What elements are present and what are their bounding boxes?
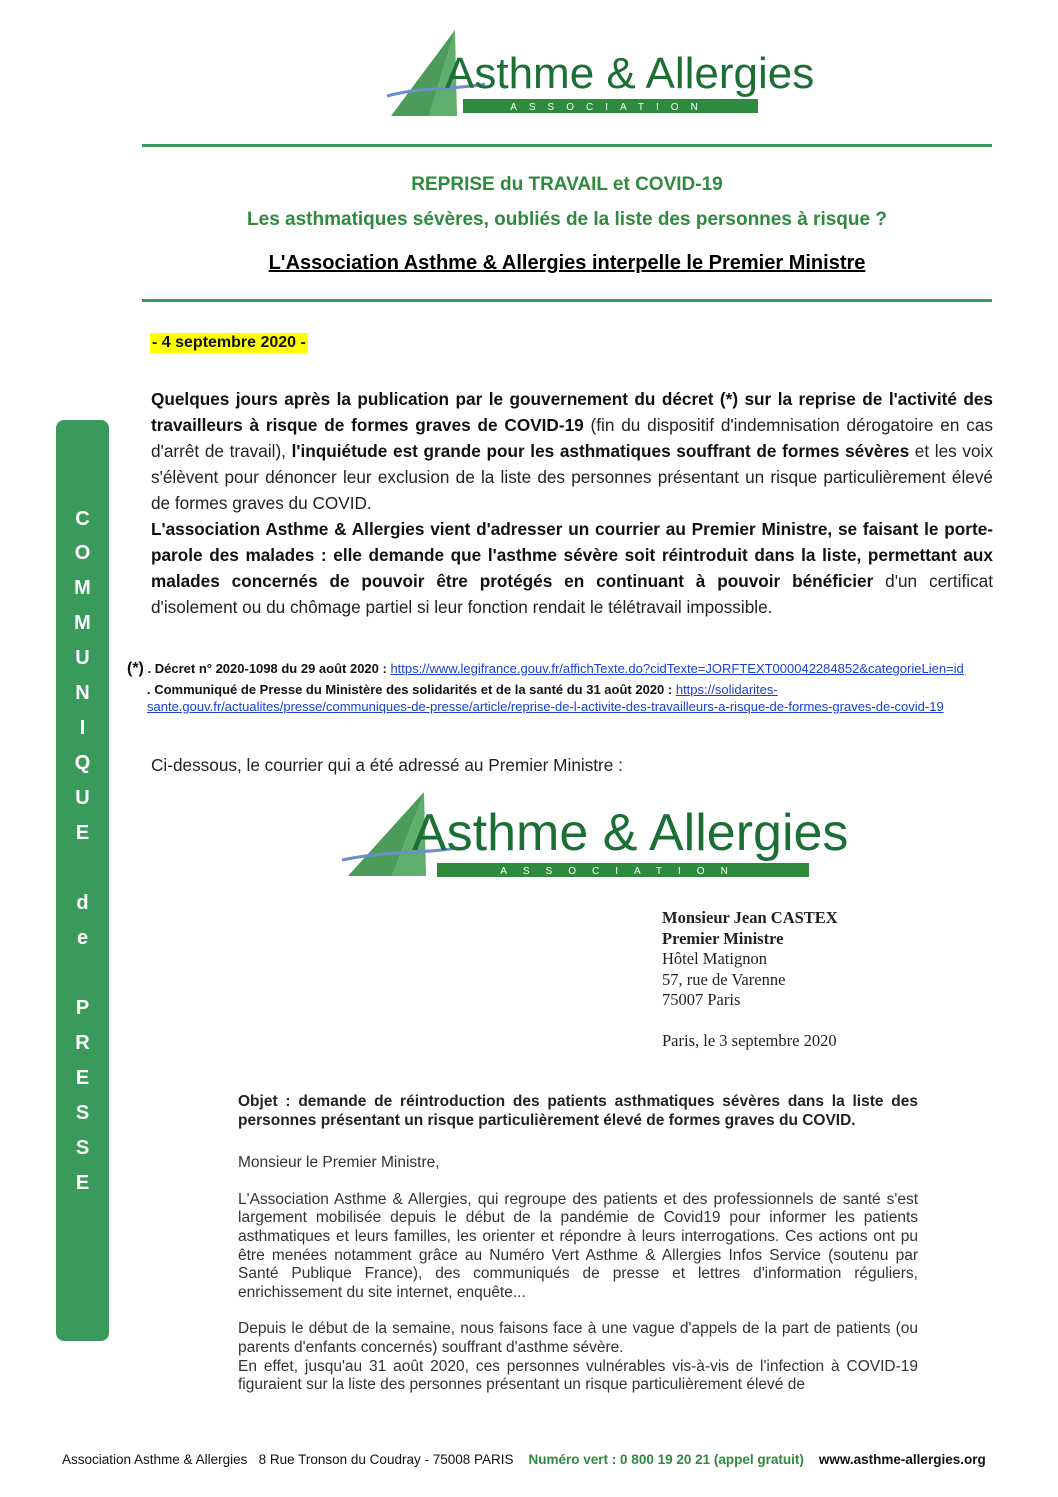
letter-paragraph-1: L'Association Asthme & Allergies, qui regroupe des patients et des professionnels de santé s'est largement mobilisée depuis le début de la pandémie de Covid19 pour informer les patients asthmatiques et leurs familles, les orienter et répondre à leurs interrogations. Ces actions ont pu être menées notamment grâce au Numéro Vert Asthme & Allergies Infos Service (soutenu par Santé Publique France), des communiqués de presse et lettres d'information réguliers, enrichissement du site internet, enquête... [238,1190,918,1301]
sidebar-letter: E [75,822,90,844]
sidebar-letter: C [75,508,90,530]
logo-letter [342,790,849,882]
paragraph-2: L'association Asthme & Allergies vient d'adresser un courrier au Premier Ministre, se faisant le porte-parole des malades : elle demande que l'asthme sévère soit réintroduit dans la liste, permettant aux malades concernés de pouvoir être protégés en continuant à pouvoir bénéficier d'un certificat d'isolement ou du chômage partiel si leur fonction rendait le télétravail impossible. [151,519,993,617]
footer-phone: Numéro vert : 0 800 19 20 21 (appel gratuit) [528,1452,804,1467]
title-line-1: REPRISE du TRAVAIL et COVID-19 [411,174,723,195]
logo-text-main: Asthme & Allergies [445,49,815,98]
logo-text-sub: ASSOCIATION [510,102,710,113]
footnote-2-label: . Communiqué de Presse du Ministère des solidarités et de la santé du 31 août 2020 : [147,682,676,697]
recipient-address [662,908,838,1051]
body-text [151,386,993,620]
title-line-3: L'Association Asthme & Allergies interpelle le Premier Ministre [268,252,866,274]
sidebar-letter: S [75,1102,90,1124]
sidebar-letter: d [76,892,89,914]
letter-body [238,1093,918,1395]
sidebar-letter: N [75,682,90,704]
sidebar-letter: E [75,1172,90,1194]
sidebar-letter: M [74,612,91,634]
letter-place-date: Paris, le 3 septembre 2020 [662,1030,837,1050]
footnote-marker: (*) [127,660,144,677]
sidebar-letter: R [75,1032,90,1054]
sidebar-letter: U [75,787,90,809]
press-release-sidebar [56,420,109,1341]
address-line-3: 75007 Paris [662,990,741,1009]
address-line-2: 57, rue de Varenne [662,969,786,989]
recipient-name: Monsieur Jean CASTEX [662,908,838,927]
address-line-1: Hôtel Matignon [662,949,767,968]
footnotes [127,660,1032,715]
footer-org: Association Asthme & Allergies [62,1452,248,1467]
paragraph-1: Quelques jours après la publication par le gouvernement du décret (*) sur la reprise de l'activité des travailleurs à risque de formes graves de COVID-19 (fin du dispositif d'indemnisation dérogatoire en cas d'arrêt de travail), l'inquiétude est grande pour les asthmatiques souffrant de formes sévères et les voix s'élèvent pour dénoncer leur exclusion de la liste des personnes présentant un risque particulièrement élevé de formes graves du COVID. [151,389,993,513]
letter-salutation: Monsieur le Premier Ministre, [238,1154,440,1172]
press-date: - 4 septembre 2020 - [152,334,306,351]
footnote-1-link[interactable]: https://www.legifrance.gouv.fr/affichTexte.do?cidTexte=JORFTEXT000042284852&categorieLien=id [390,661,964,676]
footer-website[interactable]: www.asthme-allergies.org [818,1452,986,1467]
sidebar-letter: U [75,647,90,669]
footnote-1-label: . Décret n° 2020-1098 du 29 août 2020 : [147,661,391,676]
sidebar-letter: P [75,997,90,1019]
sidebar-letter: M [74,577,91,599]
sidebar-letter: S [75,1137,90,1159]
page-footer [62,1452,986,1467]
sidebar-letter: O [74,542,91,564]
logo-letter-text-main: Asthme & Allergies [412,804,849,862]
header-rule-bottom [142,299,992,302]
logo-letter-text-sub: ASSOCIATION [500,866,744,877]
letter-paragraph-3: En effet, jusqu'au 31 août 2020, ces personnes vulnérables vis-à-vis de l'infection à COVID-19 figuraient sur la liste des personnes présentant un risque particulièrement élevé de [238,1357,918,1394]
sidebar-letter: Q [74,752,91,774]
header-rule-top [142,144,992,147]
sidebar-letter: I [79,717,86,739]
letter-object: Objet : demande de réintroduction des patients asthmatiques sévères dans la liste des personnes présentant un risque particulièrement élevé de formes graves du COVID. [238,1093,918,1129]
logo-top [385,26,815,122]
recipient-title: Premier Ministre [662,928,784,948]
sidebar-letter: e [76,927,89,949]
footnote-2-link[interactable]: https://solidarites- sante.gouv.fr/actualites/presse/communiques-de-presse/article/reprise-de-l-activite-des-travailleurs-a-risque-de-formes-graves-de-covid-19 [147,682,944,714]
title-line-2: Les asthmatiques sévères, oubliés de la liste des personnes à risque ? [247,209,887,230]
letter-intro: Ci-dessous, le courrier qui a été adressé au Premier Ministre : [151,755,623,775]
sidebar-letter: E [75,1067,90,1089]
letter-paragraph-2: Depuis le début de la semaine, nous faisons face à une vague d'appels de la part de patients (ou parents d'enfants concernés) souffrant d'asthme sévère. [238,1320,918,1356]
footer-address: 8 Rue Tronson du Coudray - 75008 PARIS [258,1452,514,1467]
